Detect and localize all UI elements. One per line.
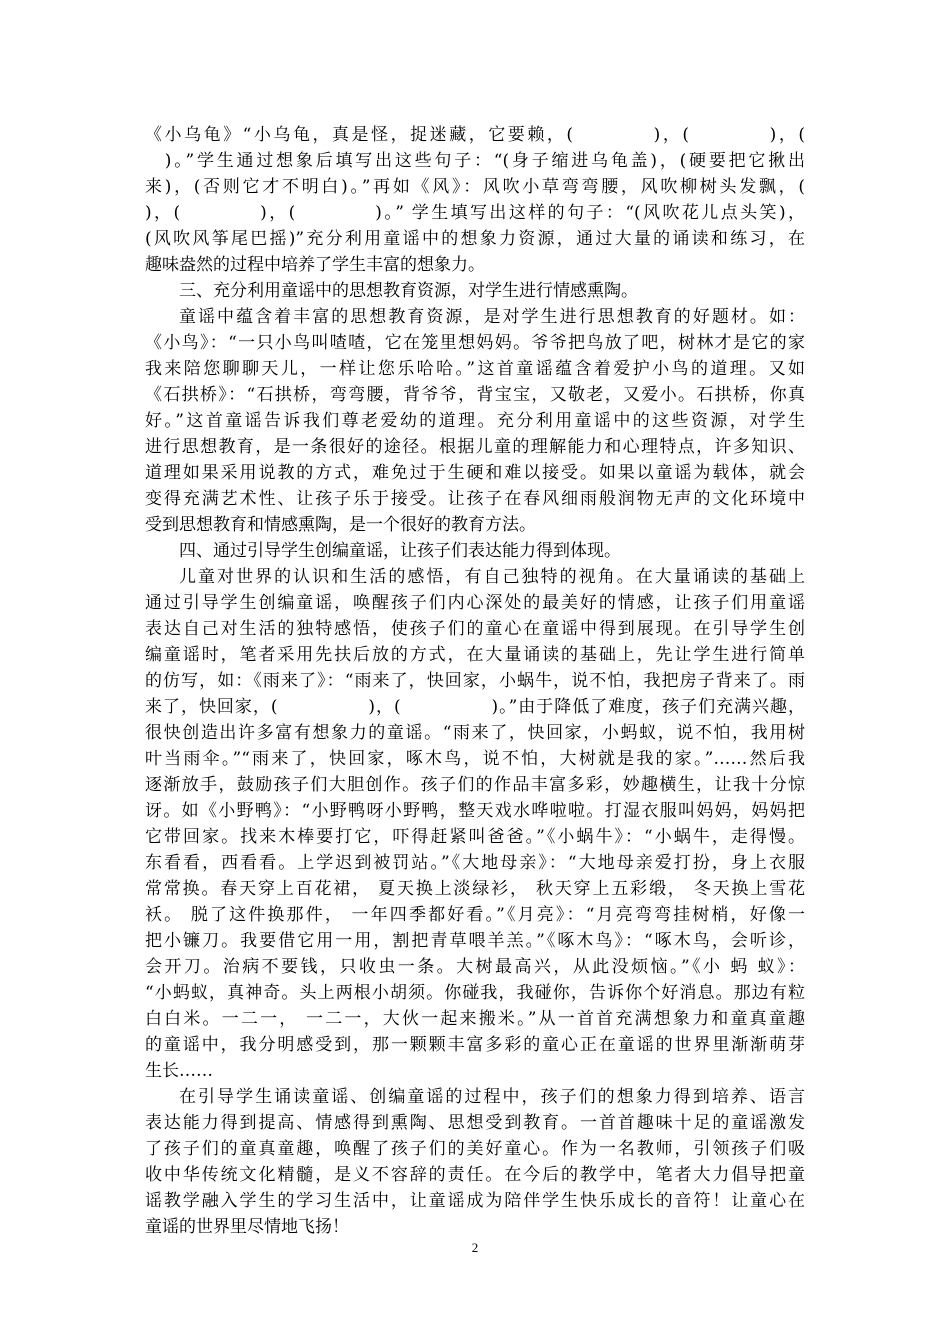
text-line: 儿童对世界的认识和生活的感悟，有自己独特的视角。在大量诵读的基础上 [179,567,805,587]
text-line: 叶当雨伞。”“雨来了，快回家，啄木鸟，说不怕，大树就是我的家。”……然后我 [145,749,805,769]
text-line: 通过引导学生创编童谣，唤醒孩子们内心深处的最美好的情感，让孩子们用童谣 [145,593,805,613]
text-line: 四、通过引导学生创编童谣，让孩子们表达能力得到体现。 [179,541,621,561]
text-line: 生长…… [145,1061,213,1081]
text-line: 白白米。一二一， 一二一，大伙一起来搬米。”从一首首充满想象力和童真童趣 [145,1009,805,1029]
text-line: 讶。如《小野鸭》：“小野鸭呀小野鸭，整天戏水哗啦啦。打湿衣服叫妈妈，妈妈把 [145,801,805,821]
text-line: 《小鸟》：“一只小鸟叫喳喳，它在笼里想妈妈。爷爷把鸟放了吧，树林才是它的家 [145,333,805,353]
text-line: )。”学生通过想象后填写出这些句子：“(身子缩进乌龟盖)，(硬要把它揪出 [145,151,805,171]
text-line: 的仿写，如：《雨来了》：“雨来了，快回家，小蜗牛，说不怕，我把房子背来了。雨 [145,671,805,691]
text-line: 谣教学融入学生的学习生活中，让童谣成为陪伴学生快乐成长的音符！让童心在 [145,1191,805,1211]
text-line: 童谣的世界里尽情地飞扬！ [145,1217,349,1237]
text-line: (风吹风筝尾巴摇)”充分利用童谣中的想象力资源，通过大量的诵读和练习，在 [145,229,805,249]
text-line: 了孩子们的童真童趣，唤醒了孩子们的美好童心。作为一名教师，引领孩子们吸 [145,1139,805,1159]
text-line: 道理如果采用说教的方式，难免过于生硬和难以接受。如果以童谣为载体，就会 [145,463,805,483]
text-line: 在引导学生诵读童谣、创编童谣的过程中，孩子们的想象力得到培养、语言 [179,1087,805,1107]
text-line: 来)，(否则它才不明白)。”再如《风》：风吹小草弯弯腰，风吹柳树头发飘，( [145,177,805,197]
text-line: 《石拱桥》：“石拱桥，弯弯腰，背爷爷，背宝宝，又敬老，又爱小。石拱桥，你真 [145,385,805,405]
text-line: 常常换。春天穿上百花裙， 夏天换上淡绿衫， 秋天穿上五彩缎， 冬天换上雪花 [145,879,805,899]
text-line: 三、充分利用童谣中的思想教育资源，对学生进行情感熏陶。 [179,281,638,301]
text-line: )，( )，( )。” 学生填写出这样的句子：“(风吹花儿点头笑)， [145,203,805,223]
text-line: 表达能力得到提高、情感得到熏陶、思想受到教育。一首首趣味十足的童谣激发 [145,1113,805,1133]
text-line: 变得充满艺术性、让孩子乐于接受。让孩子在春风细雨般润物无声的文化环境中 [145,489,805,509]
text-line: 受到思想教育和情感熏陶，是一个很好的教育方法。 [145,515,536,535]
text-line: 《小乌龟》“小乌龟，真是怪，捉迷藏，它要赖，( )，( )，( [145,125,805,145]
text-line: 的童谣中，我分明感受到，那一颗颗丰富多彩的童心正在童谣的世界里渐渐萌芽 [145,1035,805,1055]
text-line: 很快创造出许多富有想象力的童谣。“雨来了，快回家，小蚂蚁，说不怕，我用树 [145,723,805,743]
text-line: 进行思想教育，是一条很好的途径。根据儿童的理解能力和心理特点，许多知识、 [145,437,805,457]
text-line: 我来陪您聊聊天儿，一样让您乐哈哈。”这首童谣蕴含着爱护小鸟的道理。又如 [145,359,805,379]
text-line: 来了，快回家，( )，( )。”由于降低了难度，孩子们充满兴趣， [145,697,805,717]
text-line: 编童谣时，笔者采用先扶后放的方式，在大量诵读的基础上，先让学生进行简单 [145,645,805,665]
text-line: 好。”这首童谣告诉我们尊老爱幼的道理。充分利用童谣中的这些资源，对学生 [145,411,805,431]
text-line: 收中华传统文化精髓，是义不容辞的责任。在今后的教学中，笔者大力倡导把童 [145,1165,805,1185]
page-number: 2 [471,1240,479,1255]
text-line: 表达自己对生活的独特感悟，使孩子们的童心在童谣中得到展现。在引导学生创 [145,619,805,639]
text-line: 袄。 脱了这件换那件， 一年四季都好看。”《月亮》：“月亮弯弯挂树梢，好像一 [145,905,805,925]
document-body [145,122,805,1240]
text-line: 童谣中蕴含着丰富的思想教育资源，是对学生进行思想教育的好题材。如： [179,307,805,327]
text-line: 会开刀。治病不要钱，只收虫一条。大树最高兴，从此没烦恼。”《小 蚂 蚁》： [145,957,805,977]
text-line: 趣味盎然的过程中培养了学生丰富的想象力。 [145,255,485,275]
text-line: “小蚂蚁，真神奇。头上两根小胡须。你碰我，我碰你，告诉你个好消息。那边有粒 [145,983,805,1003]
text-line: 把小镰刀。我要借它用一用，割把青草喂羊羔。”《啄木鸟》：“啄木鸟，会听诊， [145,931,805,951]
text-line: 东看看，西看看。上学迟到被罚站。”《大地母亲》：“大地母亲爱打扮，身上衣服 [145,853,805,873]
text-line: 逐渐放手，鼓励孩子们大胆创作。孩子们的作品丰富多彩，妙趣横生，让我十分惊 [145,775,805,795]
text-line: 它带回家。找来木棒要打它，吓得赶紧叫爸爸。”《小蜗牛》：“小蜗牛，走得慢。 [145,827,805,847]
